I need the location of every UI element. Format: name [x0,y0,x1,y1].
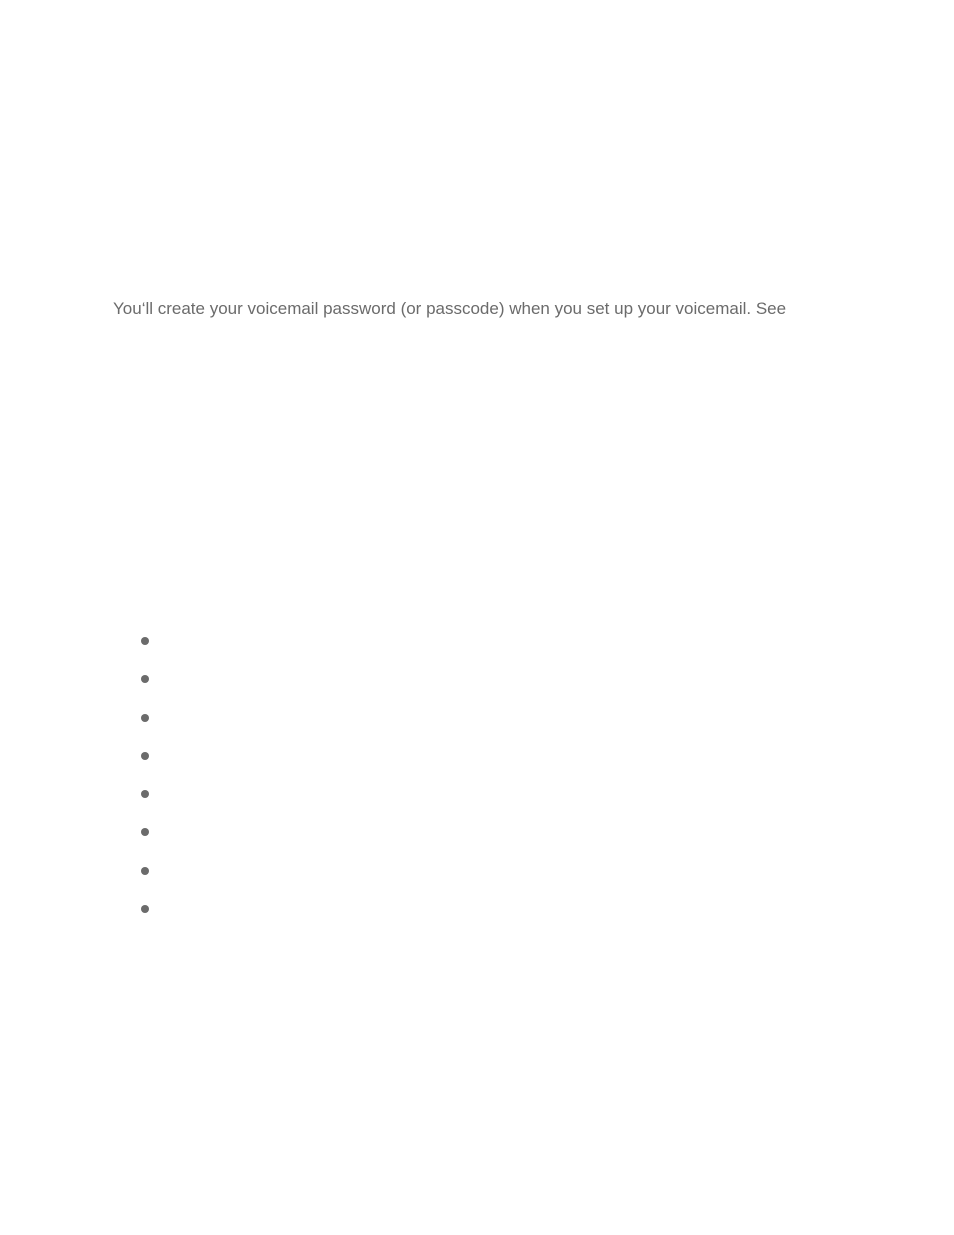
bullet-list [141,637,161,943]
list-item [141,905,161,943]
list-item [141,790,161,828]
list-item [141,828,161,866]
bullet-icon [141,867,149,875]
bullet-icon [141,752,149,760]
bullet-icon [141,714,149,722]
list-item [141,675,161,713]
bullet-icon [141,905,149,913]
bullet-icon [141,675,149,683]
voicemail-password-paragraph: You‘ll create your voicemail password (or passcode) when you set up your voicemail. See [113,299,787,318]
bullet-icon [141,637,149,645]
bullet-icon [141,828,149,836]
bullet-icon [141,790,149,798]
list-item [141,867,161,905]
list-item [141,714,161,752]
list-item [141,752,161,790]
list-item [141,637,161,675]
